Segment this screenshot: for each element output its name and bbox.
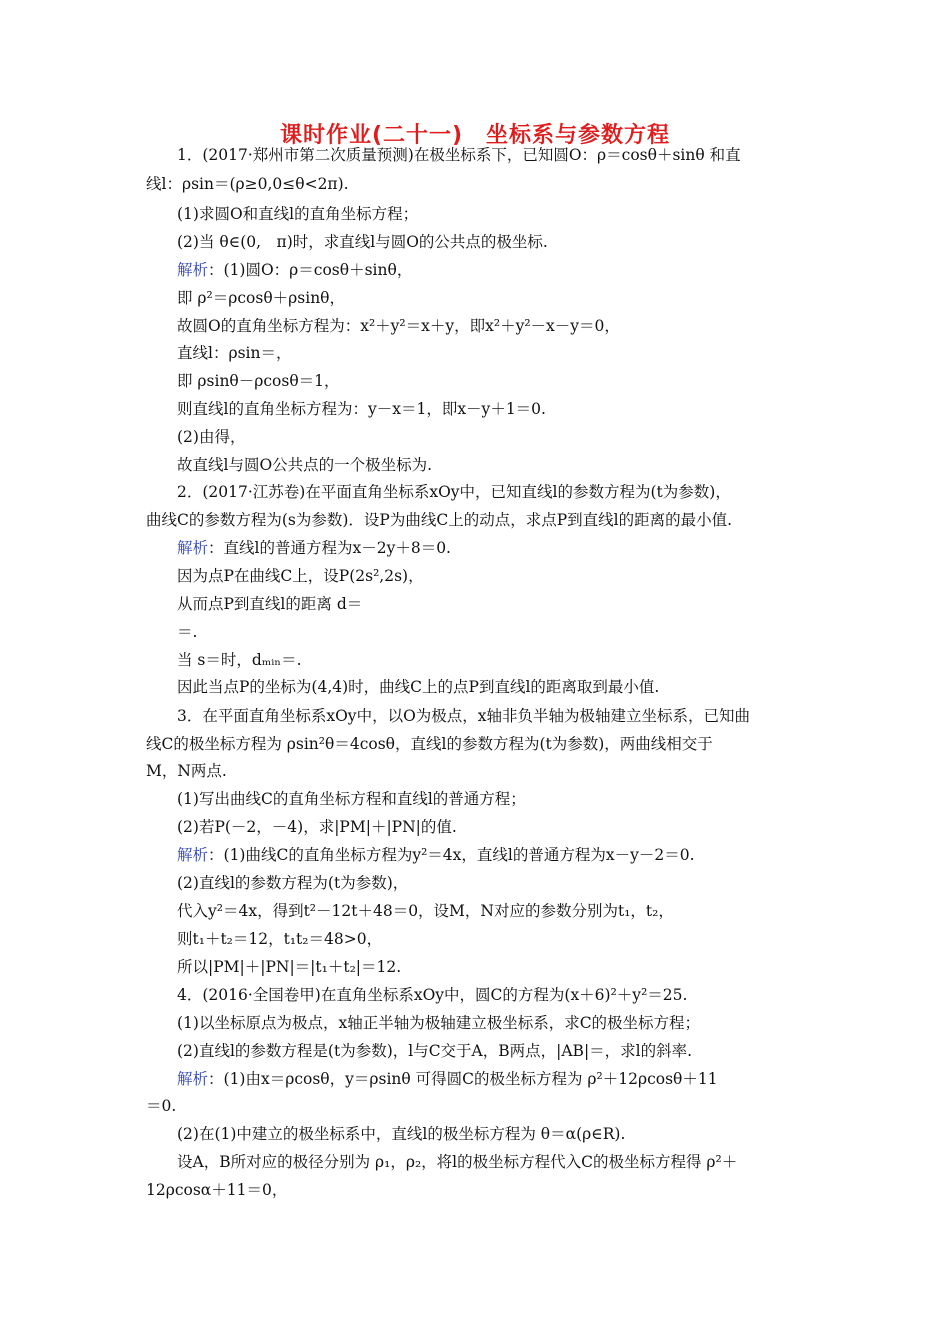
- answer-line: [177, 538, 451, 558]
- answer-label: 解析: [177, 846, 209, 864]
- text-line: [177, 232, 548, 252]
- line-text: 代入y²＝4x，得到t²－12t＋48＝0，设M，N对应的参数分别为t₁，t₂，: [177, 902, 674, 920]
- line-text: 则t₁＋t₂＝12，t₁t₂＝48>0，: [177, 930, 383, 948]
- text-line: [177, 929, 382, 949]
- line-text: 4．(2016·全国卷甲)在直角坐标系xOy中，圆C的方程为(x＋6)²＋y²＝25.: [177, 986, 688, 1004]
- text-line: [177, 399, 546, 419]
- text-line: [177, 901, 674, 921]
- line-text: 1．(2017·郑州市第二次质量预测)在极坐标系下，已知圆O：ρ＝cosθ＋sinθ 和直: [177, 146, 741, 164]
- text-line: [177, 789, 526, 809]
- text-line: [177, 343, 291, 363]
- line-text: 当 s＝时，dₘᵢₙ＝.: [177, 651, 302, 669]
- text-line: [177, 873, 408, 893]
- line-text: 故圆O的直角坐标方程为：x²＋y²＝x＋y，即x²＋y²－x－y＝0，: [177, 317, 620, 335]
- answer-label: 解析: [177, 1070, 209, 1088]
- text-line: [177, 427, 245, 447]
- text-line: [177, 957, 401, 977]
- answer-line: [177, 260, 412, 280]
- text-line: [177, 677, 659, 697]
- text-line: [177, 566, 424, 586]
- text-line: [146, 1180, 287, 1200]
- text-line: [177, 985, 687, 1005]
- line-text: (2)当 θ∈(0, π)时，求直线l与圆O的公共点的极坐标.: [177, 233, 548, 251]
- answer-label: 解析: [177, 539, 209, 557]
- line-text: (2)在(1)中建立的极坐标系中，直线l的极坐标方程为 θ＝α(ρ∈R).: [177, 1125, 626, 1143]
- line-text: 故直线l与圆O公共点的一个极坐标为.: [177, 456, 433, 474]
- text-line: [146, 734, 713, 754]
- line-text: 因为点P在曲线C上，设P(2s²,2s)，: [177, 567, 424, 585]
- page-title: 课时作业(二十一) 坐标系与参数方程: [279, 123, 671, 148]
- answer-line: [177, 845, 695, 865]
- line-text: ：(1)由x＝ρcosθ，y＝ρsinθ 可得圆C的极坐标方程为 ρ²＋12ρcosθ＋11: [208, 1070, 718, 1088]
- text-line: [177, 455, 432, 475]
- line-text: (2)由得，: [177, 428, 246, 446]
- text-line: [177, 204, 418, 224]
- line-text: ：(1)曲线C的直角坐标方程为y²＝4x，直线l的普通方程为x－y－2＝0.: [208, 846, 695, 864]
- line-text: 线C的极坐标方程为 ρsin²θ＝4cosθ，直线l的参数方程为(t为参数)，两曲线相交于: [146, 735, 713, 753]
- line-text: (2)直线l的参数方程为(t为参数)，: [177, 874, 409, 892]
- line-text: (1)求圆O和直线l的直角坐标方程；: [177, 205, 419, 223]
- line-text: 则直线l的直角坐标方程为：y－x＝1，即x－y＋1＝0.: [177, 400, 546, 418]
- text-line: [177, 650, 302, 670]
- text-line: [177, 1041, 692, 1061]
- text-line: [177, 1013, 700, 1033]
- line-text: (1)写出曲线C的直角坐标方程和直线l的普通方程；: [177, 790, 526, 808]
- text-line: [177, 288, 345, 308]
- answer-label: 解析: [177, 261, 209, 279]
- line-text: 直线l：ρsin＝，: [177, 344, 292, 362]
- text-line: [146, 1096, 176, 1116]
- line-text: 所以|PM|＋|PN|＝|t₁＋t₂|＝12.: [177, 958, 402, 976]
- text-line: [177, 817, 457, 837]
- line-text: (2)直线l的参数方程是(t为参数)，l与C交于A，B两点，|AB|＝，求l的斜率.: [177, 1042, 693, 1060]
- line-text: ＝.: [177, 623, 198, 641]
- text-line: [177, 622, 197, 642]
- line-text: 设A，B所对应的极径分别为 ρ₁，ρ₂，将l的极坐标方程代入C的极坐标方程得 ρ²＋: [177, 1153, 738, 1171]
- line-text: 即 ρsinθ－ρcosθ＝1，: [177, 372, 340, 390]
- text-line: [177, 706, 750, 726]
- line-text: 2．(2017·江苏卷)在平面直角坐标系xOy中，已知直线l的参数方程为(t为参数)，: [177, 483, 731, 501]
- text-line: [177, 594, 362, 614]
- text-line: [177, 1152, 737, 1172]
- line-text: (2)若P(－2，－4)，求|PM|＋|PN|的值.: [177, 818, 457, 836]
- line-text: ：直线l的普通方程为x－2y＋8＝0.: [208, 539, 451, 557]
- text-line: [177, 316, 620, 336]
- line-text: 12ρcosα＋11＝0，: [146, 1181, 288, 1199]
- text-line: [146, 174, 349, 194]
- text-line: [177, 145, 741, 165]
- line-text: 3．在平面直角坐标系xOy中，以O为极点，x轴非负半轴为极轴建立坐标系，已知曲: [177, 707, 751, 725]
- text-line: [177, 371, 340, 391]
- line-text: 因此当点P的坐标为(4,4)时，曲线C上的点P到直线l的距离取到最小值.: [177, 678, 660, 696]
- text-line: [177, 482, 731, 502]
- text-line: [146, 761, 227, 781]
- text-line: [177, 1124, 625, 1144]
- line-text: 即 ρ²＝ρcosθ＋ρsinθ，: [177, 289, 346, 307]
- line-text: M，N两点.: [146, 762, 227, 780]
- line-text: ：(1)圆O：ρ＝cosθ＋sinθ，: [208, 261, 413, 279]
- answer-line: [177, 1069, 718, 1089]
- text-line: [146, 510, 732, 530]
- line-text: (1)以坐标原点为极点，x轴正半轴为极轴建立极坐标系，求C的极坐标方程；: [177, 1014, 701, 1032]
- line-text: ＝0.: [146, 1097, 177, 1115]
- line-text: 从而点P到直线l的距离 d＝: [177, 595, 363, 613]
- line-text: 线l：ρsin＝(ρ≥0,0≤θ<2π).: [146, 175, 349, 193]
- line-text: 曲线C的参数方程为(s为参数)．设P为曲线C上的动点，求点P到直线l的距离的最小值.: [146, 511, 733, 529]
